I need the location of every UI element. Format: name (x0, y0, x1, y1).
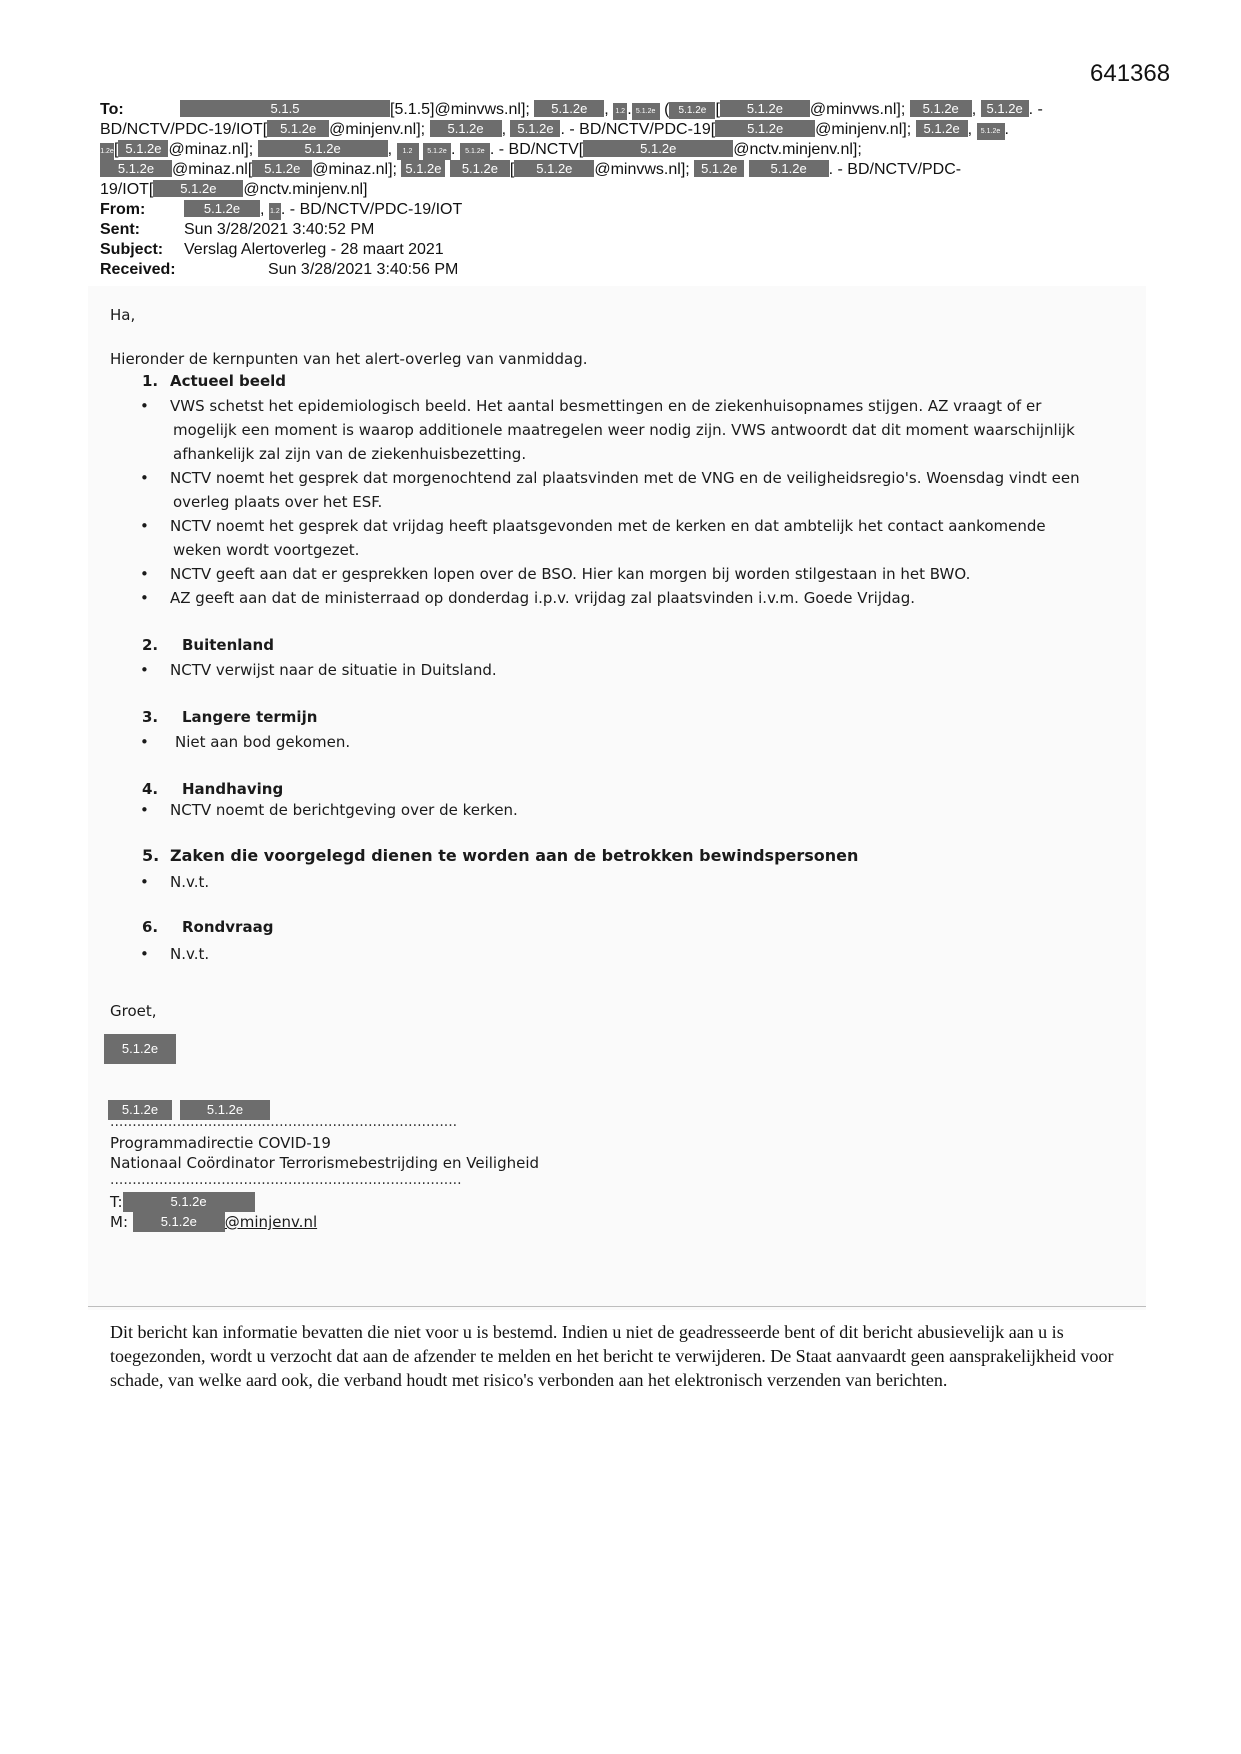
separator: . (627, 101, 632, 118)
redaction: 5.1.2e (510, 120, 560, 137)
section-title: Zaken die voorgelegd dienen te worden aan de betrokken bewindspersonen (170, 846, 859, 865)
section-number: 5. (142, 846, 160, 865)
separator: [ (509, 161, 515, 178)
redaction: 5.1.2e (694, 160, 744, 177)
redaction: 5.1.2e (423, 143, 451, 160)
bullet-text: NCTV verwijst naar de situatie in Duitsland. (170, 661, 497, 679)
subject-label: Subject: (100, 241, 164, 258)
bullet-icon: • (140, 397, 149, 415)
email-domain: @nctv.minjenv.nl]; (733, 141, 862, 158)
org-line: Programmadirectie COVID-19 (110, 1134, 331, 1152)
email-domain: [5.1.5]@minvws.nl]; (390, 101, 530, 118)
bullet-item (140, 562, 1140, 586)
bullet-text: weken wordt voortgezet. (173, 541, 360, 559)
section-title: Buitenland (182, 636, 274, 654)
document-id: 641368 (1090, 60, 1171, 87)
redaction: 5.1.2e (514, 160, 594, 177)
separator: [ (715, 101, 720, 118)
email-link[interactable]: @minjenv.nl (224, 1213, 318, 1231)
bullet-text: N.v.t. (170, 945, 210, 963)
disclaimer: Dit bericht kan informatie bevatten die niet voor u is bestemd. Indien u niet de geadresseerde bent of dit bericht abusievelijk aan u is toegezonden, wordt u verzocht dat aan de afzender te melden en het bericht te verwijderen. De Staat aanvaardt geen aansprakelijkheid voor schade, van welke aard ook, die verband houdt met risico's verbonden aan het elektronisch verzenden van berichten. (110, 1322, 1114, 1390)
redaction: 5.1.2e (720, 100, 810, 117)
phone-label: T: (110, 1193, 123, 1211)
bullet-text: NCTV noemt de berichtgeving over de kerken. (170, 801, 518, 819)
section-heading (142, 636, 274, 654)
email-domain: @nctv.minjenv.nl] (243, 181, 368, 198)
section-title: Langere termijn (182, 708, 318, 726)
sent-line (100, 220, 374, 240)
redaction: 5.1.2e (252, 160, 312, 177)
bullet-icon: • (140, 517, 149, 535)
email-domain: @minjenv.nl]; (815, 121, 912, 138)
redaction: 5.1.2e (118, 140, 168, 157)
redaction: 5.1.2e (749, 160, 829, 177)
section-number: 4. (142, 780, 159, 798)
closing: Groet, (110, 1002, 157, 1020)
separator: . (450, 141, 456, 158)
bullet-item (140, 394, 1140, 466)
redaction: 5.1.2e (123, 1192, 255, 1212)
separator: . - (1028, 101, 1043, 118)
redaction: 5.1.2e (430, 120, 502, 137)
separator: . (1004, 121, 1009, 138)
phone-line (110, 1192, 255, 1212)
bullet-text: Niet aan bod gekomen. (175, 733, 351, 751)
redaction: 5.1.2e (583, 140, 733, 157)
section-heading (142, 918, 273, 936)
section-heading (142, 846, 858, 865)
bullet-item (140, 466, 1140, 514)
signature-redaction: 5.1.2e (104, 1034, 176, 1064)
redaction: 1.2e (100, 143, 114, 160)
separator: , (604, 101, 609, 118)
section-number: 6. (142, 918, 159, 936)
section-heading (142, 780, 283, 798)
redaction: 5.1.2e (267, 120, 329, 137)
redaction: 5.1.2e (401, 160, 445, 177)
bullet-icon: • (140, 873, 149, 891)
section-heading (142, 708, 317, 726)
section-heading (142, 372, 286, 390)
bullet-item (140, 658, 1140, 682)
bullet-text: VWS schetst het epidemiologisch beeld. Het aantal besmettingen en de ziekenhuisopnames stijgen. AZ vraagt of er (170, 397, 1042, 415)
subject-line (100, 240, 444, 260)
greeting: Ha, (110, 306, 136, 324)
from-line (100, 200, 462, 220)
separator: ( (664, 101, 670, 118)
received-label: Received: (100, 261, 176, 278)
bullet-text: AZ geeft aan dat de ministerraad op donderdag i.p.v. vrijdag zal plaatsvinden i.v.m. Goede Vrijdag. (170, 589, 916, 607)
separator: , (387, 141, 393, 158)
recipient-group: BD/NCTV/PDC-19/IOT[ (100, 121, 268, 138)
redaction: 5.1.2e (100, 160, 172, 177)
bullet-item (140, 870, 1140, 894)
redaction: 5.1.2e (184, 200, 260, 217)
sent-value: Sun 3/28/2021 3:40:52 PM (184, 221, 375, 238)
bullet-icon: • (140, 801, 149, 819)
email-domain: @minjenv.nl]; (329, 121, 426, 138)
bullet-icon: • (140, 661, 149, 679)
redaction: 5.1.2e (669, 102, 715, 119)
bullet-icon: • (140, 945, 149, 963)
bullet-text: NCTV noemt het gesprek dat vrijdag heeft plaatsgevonden met de kerken en dat ambtelijk het contact aankomende (170, 517, 1046, 535)
redaction: 5.1.2e (916, 120, 968, 137)
separator: , (260, 201, 265, 218)
dotted-divider: ............................................................................... (110, 1172, 462, 1188)
section-number: 3. (142, 708, 159, 726)
bullet-text: overleg plaats over het ESF. (173, 493, 383, 511)
redaction: 5.1.2e (977, 123, 1005, 140)
section-title: Rondvraag (182, 918, 274, 936)
to-line-3 (100, 140, 862, 160)
redaction: 5.1.2e (153, 180, 243, 197)
section-number: 2. (142, 636, 159, 654)
bullet-item (140, 514, 1140, 562)
bullet-text: N.v.t. (170, 873, 210, 891)
recipient-group: . - BD/NCTV/PDC-19[ (560, 121, 716, 138)
bullet-item (140, 586, 1140, 610)
sent-label: Sent: (100, 221, 140, 238)
redaction: 1.2 (269, 203, 281, 220)
email-domain: @minvws.nl]; (594, 161, 690, 178)
redaction: 5.1.2e (258, 140, 388, 157)
to-label: To: (100, 101, 124, 118)
redaction: 5.1.2e (981, 100, 1029, 117)
redaction: 5.1.2e (108, 1100, 172, 1120)
received-value: Sun 3/28/2021 3:40:56 PM (268, 261, 459, 278)
from-value: . - BD/NCTV/PDC-19/IOT (280, 201, 463, 218)
separator: [ (114, 141, 119, 158)
redaction: 1.2 (613, 103, 627, 120)
separator: , (967, 121, 973, 138)
redaction: 5.1.2e (910, 100, 972, 117)
bullet-text: afhankelijk zal zijn van de ziekenhuisbezetting. (173, 445, 527, 463)
to-line-5 (100, 180, 368, 200)
recipient-group: . - BD/NCTV/PDC- (828, 161, 962, 178)
redaction: 5.1.2e (450, 160, 510, 177)
section-title: Actueel beeld (170, 372, 287, 390)
org-line: Nationaal Coördinator Terrorismebestrijding en Veiligheid (110, 1154, 540, 1172)
disclaimer-divider (88, 1306, 1146, 1307)
to-line-4 (100, 160, 961, 180)
section-number: 1. (142, 372, 159, 390)
bullet-item (140, 798, 1140, 822)
redaction: 5.1.5 (180, 100, 390, 117)
separator: , (501, 121, 507, 138)
bullet-text: NCTV geeft aan dat er gesprekken lopen over de BSO. Hier kan morgen bij worden stilgestaan in het BWO. (170, 565, 971, 583)
bullet-text: mogelijk een moment is waarop additionele maatregelen weer nodig zijn. VWS antwoordt dat dit moment waarschijnlijk (173, 421, 1075, 439)
email-domain: @minaz.nl]; (168, 141, 254, 158)
redaction: 5.1.2e (180, 1100, 270, 1120)
received-line (100, 260, 458, 280)
to-line-2 (100, 120, 1009, 140)
bullet-item (140, 942, 1140, 966)
dotted-divider: .............................................................................. (110, 1114, 458, 1130)
section-title: Handhaving (182, 780, 284, 798)
redaction: 5.1.2e (133, 1212, 225, 1232)
separator: , (971, 101, 977, 118)
mail-line (110, 1212, 317, 1232)
redaction: 5.1.2e (460, 143, 490, 160)
email-domain: @minaz.nl[ (172, 161, 253, 178)
redaction: 5.1.2e (715, 120, 815, 137)
subject-value: Verslag Alertoverleg - 28 maart 2021 (184, 241, 444, 258)
intro: Hieronder de kernpunten van het alert-overleg van vanmiddag. (110, 350, 588, 368)
bullet-item (140, 730, 1140, 754)
recipient-group: 19/IOT[ (100, 181, 154, 198)
email-domain: @minaz.nl]; (312, 161, 397, 178)
email-domain: @minvws.nl]; (809, 101, 906, 118)
bullet-icon: • (140, 469, 149, 487)
bullet-text: NCTV noemt het gesprek dat morgenochtend zal plaatsvinden met de VNG en de veiligheidsregio's. Woensdag vindt een (170, 469, 1080, 487)
redaction: 5.1.2e (534, 100, 604, 117)
to-line-1 (100, 100, 1043, 120)
bullet-icon: • (140, 733, 149, 751)
redaction: 5.1.2e (632, 103, 660, 120)
recipient-group: . - BD/NCTV[ (489, 141, 584, 158)
mail-label: M: (110, 1213, 128, 1231)
redaction: 1.2 (397, 143, 419, 160)
bullet-icon: • (140, 565, 149, 583)
from-label: From: (100, 201, 146, 218)
bullet-icon: • (140, 589, 149, 607)
